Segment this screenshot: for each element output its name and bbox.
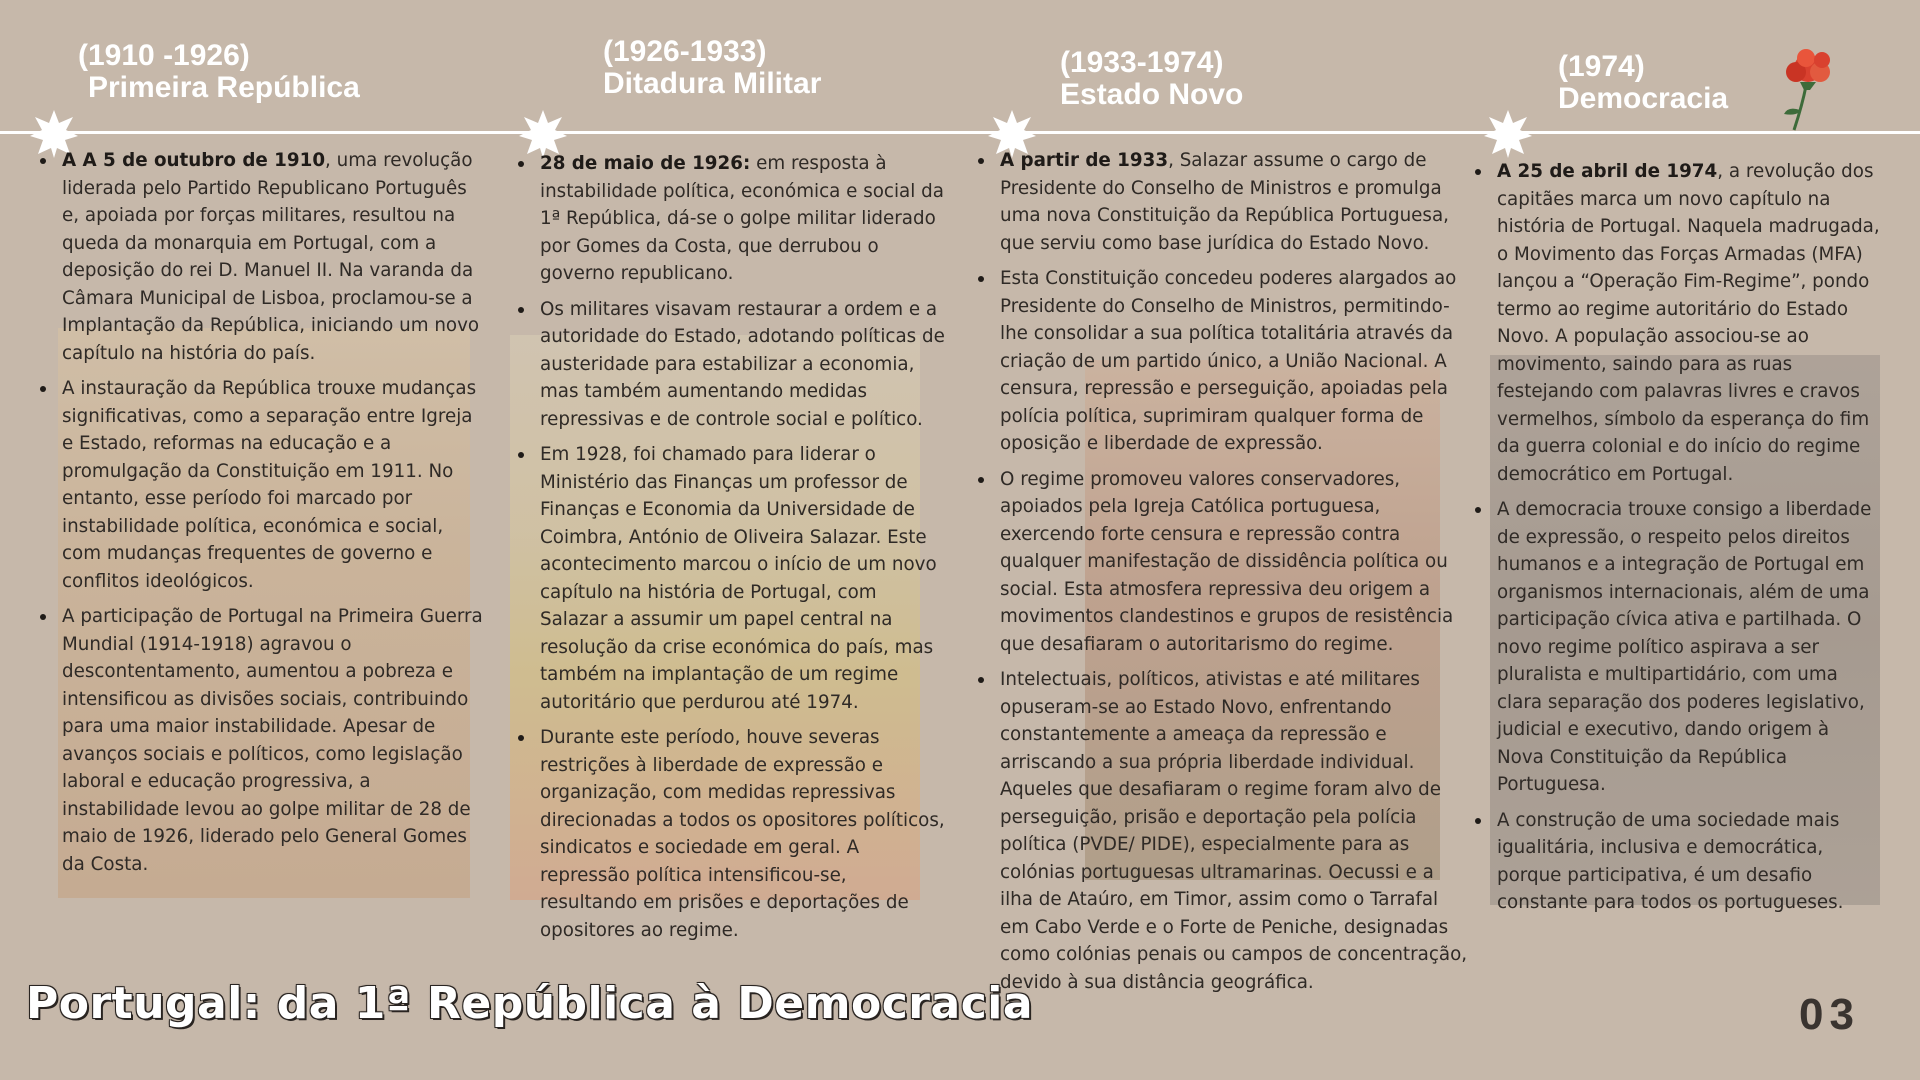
- period-name: Democracia: [1558, 82, 1729, 115]
- list-item: A 25 de abril de 1974, a revolução dos capitães marca um novo capítulo na história de Portugal. Naquela madrugada, o Movimento das Forças Armadas (MFA) lançou a “Operação Fim-Regime”, pondo termo ao regime autoritário do Estado Novo. A população associou-se ao movimento, saindo para as ruas festejando com palavras livres e cravos vermelhos, símbolo da esperança do fim da guerra colonial e do início do regime democrático em Portugal.: [1475, 158, 1880, 488]
- list-item: Os militares visavam restaurar a ordem e a autoridade do Estado, adotando políticas de austeridade para estabilizar a economia, mas também aumentando medidas repressivas e de controle social e político.: [518, 296, 948, 434]
- period-years: (1933-1974): [1060, 46, 1224, 79]
- list-item: 28 de maio de 1926: em resposta à instabilidade política, económica e social da 1ª República, dá-se o golpe militar liderado por Gomes da Costa, que derrubou o governo republicano.: [518, 150, 948, 288]
- period-years: (1910 -1926): [78, 39, 250, 72]
- period-3-header: [1060, 47, 1243, 111]
- carnation-icon: [1776, 46, 1846, 136]
- list-item: Durante este período, houve severas restrições à liberdade de expressão e organização, com medidas repressivas direcionadas a todos os opositores políticos, sindicatos e sociedade em geral. A repressão política intensificou-se, resultando em prisões e deportações de opositores ao regime.: [518, 724, 948, 944]
- period-1-header: [78, 40, 360, 104]
- list-item: A instauração da República trouxe mudanças significativas, como a separação entre Igreja e Estado, reformas na educação e a promulgação da Constituição em 1911. No entanto, esse período foi marcado por instabilidade política, económica e social, com mudanças frequentes de governo e conflitos ideológicos.: [40, 375, 485, 595]
- period-years: (1974): [1558, 50, 1645, 83]
- period-2-text: [518, 150, 948, 952]
- period-years: (1926-1933): [603, 35, 767, 68]
- timeline-line: [0, 131, 1920, 134]
- list-item: Esta Constituição concedeu poderes alargados ao Presidente do Conselho de Ministros, permitindo-lhe consolidar a sua política totalitária através da criação de um partido único, a União Nacional. A censura, repressão e perseguição, apoiadas pela polícia política, suprimiram qualquer forma de oposição e liberdade de expressão.: [978, 265, 1468, 458]
- timeline-star-icon: [1482, 108, 1534, 160]
- period-4-text: [1475, 158, 1880, 925]
- list-item: A construção de uma sociedade mais igualitária, inclusiva e democrática, porque participativa, é um desafio constante para todos os portugueses.: [1475, 807, 1880, 917]
- list-item: Intelectuais, políticos, ativistas e até militares opuseram-se ao Estado Novo, enfrentando constantemente a ameaça da repressão e arriscando a sua própria liberdade individual. Aqueles que desafiaram o regime foram alvo de perseguição, prisão e deportação pela polícia política (PVDE/ PIDE), especialmente para as colónias portuguesas ultramarinas. Oecussi e a ilha de Ataúro, em Timor, assim como o Tarrafal em Cabo Verde e o Forte de Peniche, designadas como colónias penais ou campos de concentração, devido à sua distância geográfica.: [978, 666, 1468, 996]
- list-item: A democracia trouxe consigo a liberdade de expressão, o respeito pelos direitos humanos e a integração de Portugal em organismos internacionais, além de uma participação cívica ativa e partilhada. O novo regime político aspirava a ser pluralista e multipartidário, com uma clara separação dos poderes legislativo, judicial e executivo, dando origem à Nova Constituição da República Portuguesa.: [1475, 496, 1880, 799]
- page-title: Portugal: da 1ª República à Democracia: [26, 978, 1034, 1029]
- page-number: 03: [1799, 990, 1860, 1039]
- period-name: Ditadura Militar: [603, 67, 822, 100]
- period-3-text: [978, 147, 1468, 1004]
- list-item: O regime promoveu valores conservadores, apoiados pela Igreja Católica portuguesa, exercendo forte censura e repressão contra qualquer manifestação de dissidência política ou social. Esta atmosfera repressiva deu origem a movimentos clandestinos e grupos de resistência que desafiaram o autoritarismo do regime.: [978, 466, 1468, 659]
- period-name: Primeira República: [88, 71, 360, 104]
- period-2-header: [603, 36, 821, 100]
- list-item: A A 5 de outubro de 1910, uma revolução liderada pelo Partido Republicano Português e, apoiada por forças militares, resultou na queda da monarquia em Portugal, com a deposição do rei D. Manuel II. Na varanda da Câmara Municipal de Lisboa, proclamou-se a Implantação da República, iniciando um novo capítulo na história do país.: [40, 147, 485, 367]
- period-4-header: [1558, 51, 1728, 115]
- list-item: Em 1928, foi chamado para liderar o Ministério das Finanças um professor de Finanças e Economia da Universidade de Coimbra, António de Oliveira Salazar. Este acontecimento marcou o início de um novo capítulo na história de Portugal, com Salazar a assumir um papel central na resolução da crise económica do país, mas também na implantação de um regime autoritário que perdurou até 1974.: [518, 441, 948, 716]
- period-name: Estado Novo: [1060, 78, 1244, 111]
- list-item: A participação de Portugal na Primeira Guerra Mundial (1914-1918) agravou o descontentamento, aumentou a pobreza e intensificou as divisões sociais, contribuindo para uma maior instabilidade. Apesar de avanços sociais e políticos, como legislação laboral e educação progressiva, a instabilidade levou ao golpe militar de 28 de maio de 1926, liderado pelo General Gomes da Costa.: [40, 603, 485, 878]
- list-item: A partir de 1933, Salazar assume o cargo de Presidente do Conselho de Ministros e promulga uma nova Constituição da República Portuguesa, que serviu como base jurídica do Estado Novo.: [978, 147, 1468, 257]
- period-1-text: [40, 147, 485, 886]
